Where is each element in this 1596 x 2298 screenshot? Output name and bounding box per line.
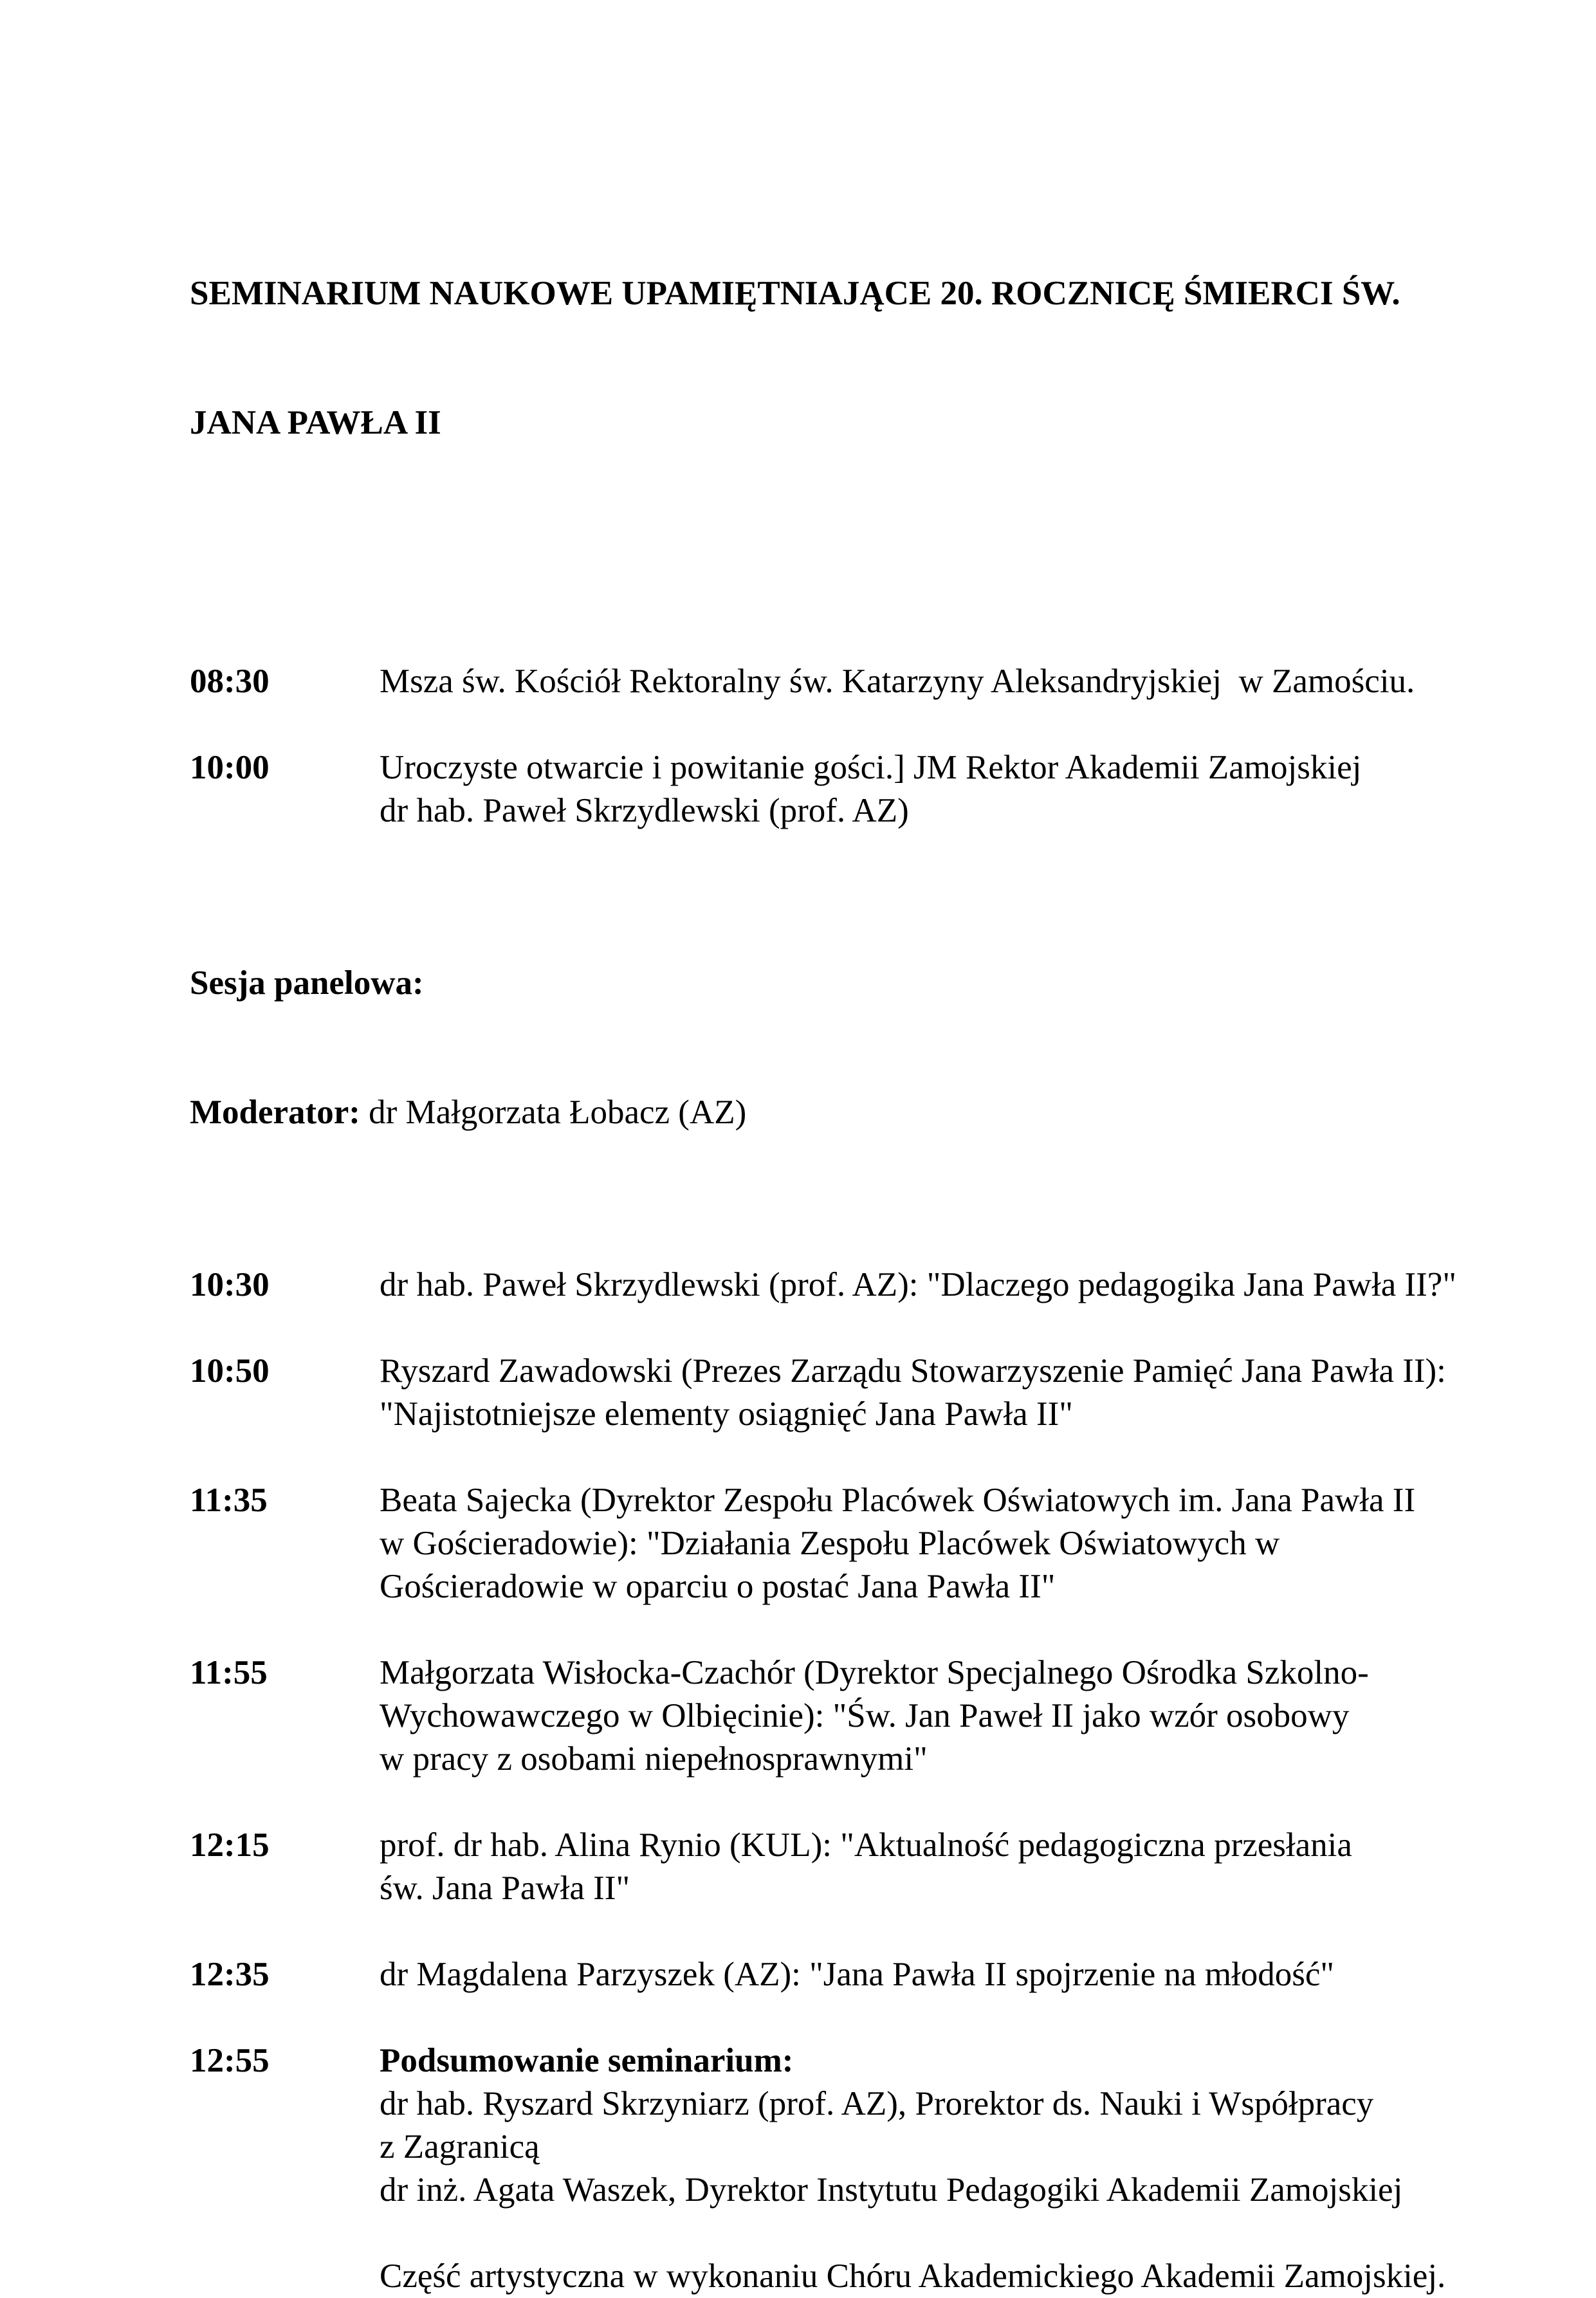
schedule-time: 10:00 xyxy=(190,749,270,786)
schedule-row xyxy=(190,1264,1532,1307)
schedule-description-line: dr hab. Ryszard Skrzyniarz (prof. AZ), Prorektor ds. Nauki i Współpracy xyxy=(380,2085,1374,2122)
schedule-description xyxy=(380,1824,1532,1910)
schedule-description-line: dr inż. Agata Waszek, Dyrektor Instytutu Pedagogiki Akademii Zamojskiej xyxy=(380,2171,1403,2209)
schedule-description-line: Podsumowanie seminarium: xyxy=(380,2042,794,2079)
document-title-line: JANA PAWŁA II xyxy=(190,404,441,441)
schedule-description-line: Małgorzata Wisłocka-Czachór (Dyrektor Specjalnego Ośrodka Szkolno- xyxy=(380,1654,1369,1691)
schedule-time: 12:55 xyxy=(190,2042,270,2079)
schedule-row xyxy=(190,746,1532,832)
schedule-description xyxy=(380,1264,1532,1307)
schedule-description xyxy=(380,1953,1532,1996)
schedule-row xyxy=(190,1953,1532,1996)
schedule-time: 08:30 xyxy=(190,663,270,700)
panel-moderator-label: Moderator: xyxy=(190,1094,360,1131)
schedule-row xyxy=(190,660,1532,703)
schedule-description-line: Wychowawczego w Olbięcinie): "Św. Jan Paweł II jako wzór osobowy xyxy=(380,1697,1350,1734)
schedule-description-line: Ryszard Zawadowski (Prezes Zarządu Stowarzyszenie Pamięć Jana Pawła II): xyxy=(380,1352,1446,1390)
document-title-line: SEMINARIUM NAUKOWE UPAMIĘTNIAJĄCE 20. ROCZNICĘ ŚMIERCI ŚW. xyxy=(190,275,1400,312)
schedule-time: 10:30 xyxy=(190,1266,270,1303)
panel-moderator-line xyxy=(190,1091,1532,1134)
document-title xyxy=(190,186,1532,531)
schedule-row xyxy=(190,1479,1532,1608)
schedule-description xyxy=(380,660,1532,703)
schedule-blank-line xyxy=(380,2212,1532,2255)
schedule-description-line: z Zagranicą xyxy=(380,2128,540,2165)
schedule-description-line: Msza św. Kościół Rektoralny św. Katarzyny Aleksandryjskiej w Zamościu. xyxy=(380,663,1415,700)
schedule-time: 12:15 xyxy=(190,1826,270,1864)
schedule-description-line: dr hab. Paweł Skrzydlewski (prof. AZ) xyxy=(380,792,909,829)
schedule-description xyxy=(380,2039,1532,2298)
schedule-description-line: Część artystyczna w wykonaniu Chóru Akademickiego Akademii Zamojskiej. xyxy=(380,2257,1446,2295)
schedule-section-panel xyxy=(190,1264,1532,2298)
schedule-description-line: w pracy z osobami niepełnosprawnymi" xyxy=(380,1740,928,1778)
schedule-description-line: dr Magdalena Parzyszek (AZ): "Jana Pawła II spojrzenie na młodość" xyxy=(380,1956,1335,1993)
schedule-time: 11:35 xyxy=(190,1482,268,1519)
schedule-row xyxy=(190,1824,1532,1910)
schedule-description xyxy=(380,1651,1532,1781)
schedule-time: 11:55 xyxy=(190,1654,268,1691)
panel-session-label: Sesja panelowa: xyxy=(190,964,424,1002)
schedule-time: 12:35 xyxy=(190,1956,270,1993)
schedule-section-morning xyxy=(190,660,1532,832)
schedule-description-line: dr hab. Paweł Skrzydlewski (prof. AZ): "Dlaczego pedagogika Jana Pawła II?" xyxy=(380,1266,1456,1303)
schedule-description xyxy=(380,1479,1532,1608)
schedule-row xyxy=(190,1350,1532,1436)
schedule-description-line: w Gościeradowie): "Działania Zespołu Placówek Oświatowych w xyxy=(380,1525,1280,1562)
schedule-description-line: Beata Sajecka (Dyrektor Zespołu Placówek Oświatowych im. Jana Pawła II xyxy=(380,1482,1416,1519)
schedule-description-line: "Najistotniejsze elementy osiągnięć Jana Pawła II" xyxy=(380,1395,1073,1433)
schedule-row xyxy=(190,2039,1532,2298)
schedule-description-line: św. Jana Pawła II" xyxy=(380,1870,630,1907)
schedule-description-line: Uroczyste otwarcie i powitanie gości.] JM Rektor Akademii Zamojskiej xyxy=(380,749,1362,786)
schedule-description xyxy=(380,1350,1532,1436)
panel-session-header xyxy=(190,876,1532,1220)
schedule-description-line: Gościeradowie w oparciu o postać Jana Pawła II" xyxy=(380,1568,1056,1605)
panel-moderator-name: dr Małgorzata Łobacz (AZ) xyxy=(360,1094,747,1131)
schedule-description-line: prof. dr hab. Alina Rynio (KUL): "Aktualność pedagogiczna przesłania xyxy=(380,1826,1352,1864)
schedule-time: 10:50 xyxy=(190,1352,270,1390)
schedule-row xyxy=(190,1651,1532,1781)
schedule-description xyxy=(380,746,1532,832)
